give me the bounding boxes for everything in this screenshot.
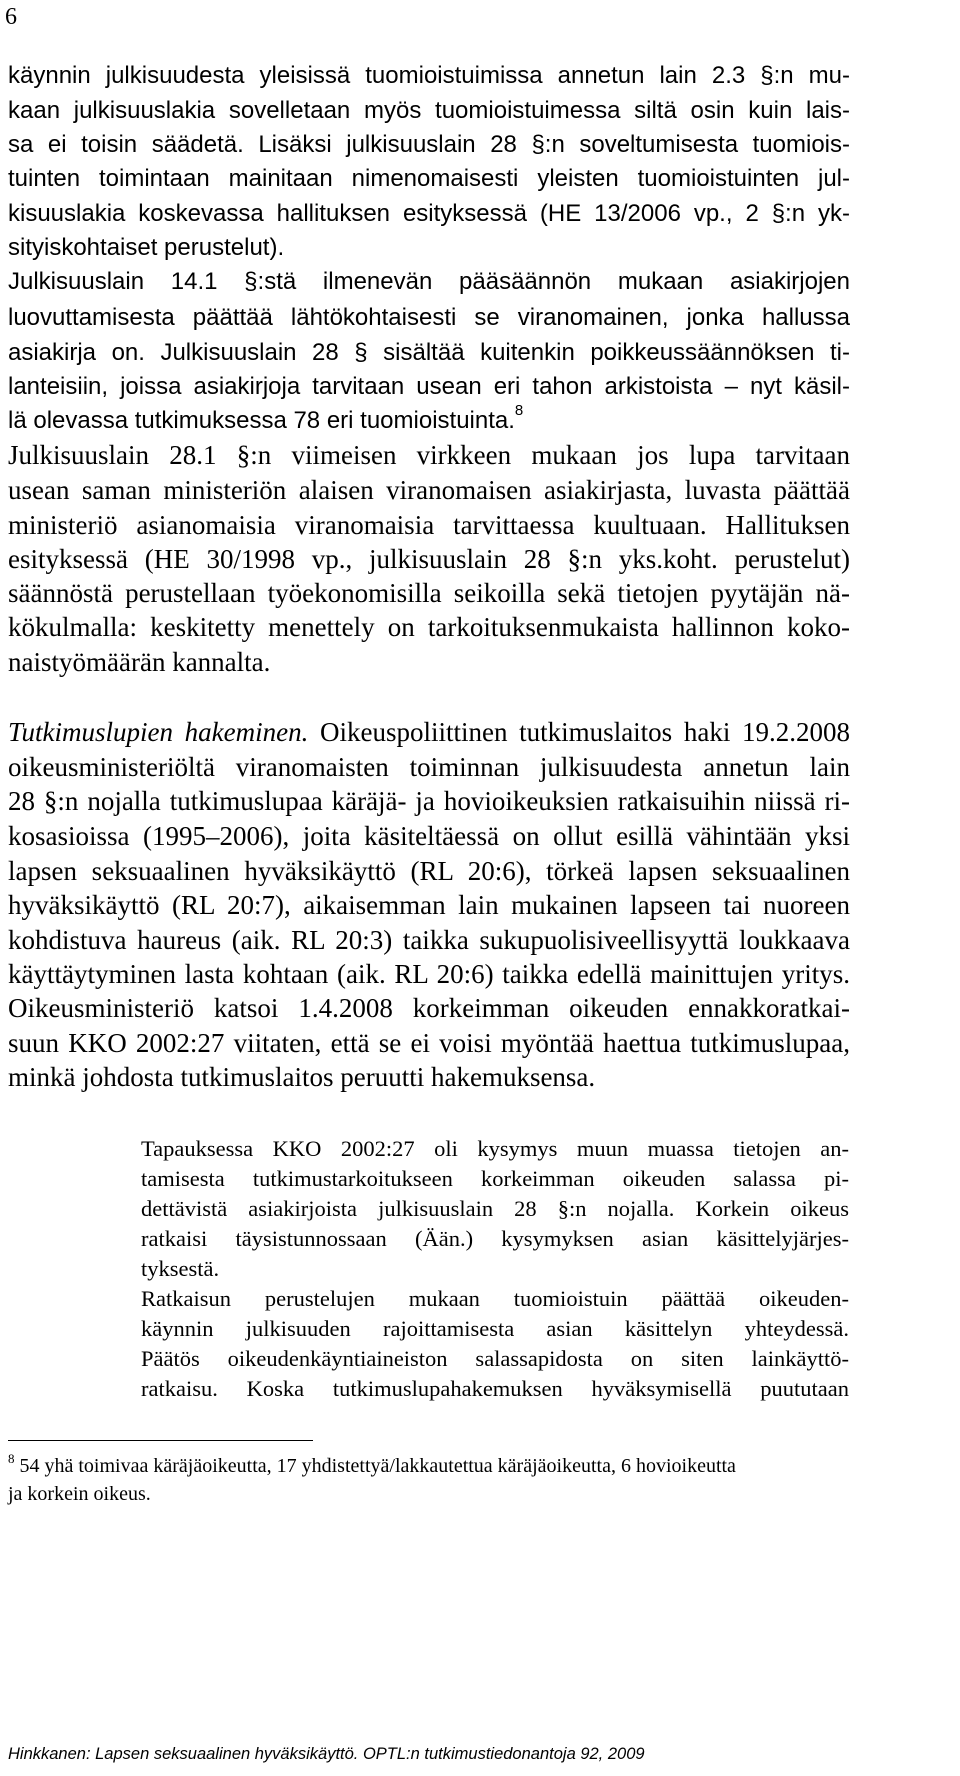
body-line [8,991,850,1025]
body-text-run: oikeusministeriöltä viranomaisten toiminnan julkisuudesta annetun lain [8,752,850,782]
body-text-run: tuinten toimintaan mainitaan nimenomaisesti yleisten tuomioistuinten jul- [8,165,850,192]
body-line [8,94,850,128]
body-line [8,542,850,576]
body-text-run: säännöstä perustellaan työekonomisilla seikoilla sekä tietojen pyytäjän nä- [8,578,850,608]
body-text-run: käyttäytyminen lasta kohtaan (aik. RL 20:6) taikka edellä mainittujen yritys. [8,959,850,989]
body-line [8,610,850,644]
page-footer: Hinkkanen: Lapsen seksuaalinen hyväksikäyttö. OPTL:n tutkimustiedonantoja 92, 2009 [8,1745,645,1763]
body-line [8,162,850,196]
footnote-reference: 8 [514,402,524,419]
body-text-run: asiakirja on. Julkisuuslain 28 § sisältää kuitenkin poikkeussäännöksen ti- [8,339,850,366]
body-text-run: lanteisiin, joissa asiakirjoja tarvitaan usean eri tahon arkistoista – nyt käsil- [8,373,850,400]
section-run-in-heading: Tutkimuslupien hakeminen. [8,717,309,747]
body-text-run: naistyömäärän kannalta. [8,647,271,677]
body-line [8,645,850,679]
body-line [8,473,850,507]
body-line [8,888,850,922]
body-line [8,784,850,818]
body-line [8,59,850,93]
body-text-run: ministeriö asianomaisia viranomaisia tarvittaessa kuultuaan. Hallituksen [8,510,850,540]
body-line [8,370,850,404]
body-text-run: Oikeuspoliittinen tutkimuslaitos haki 19.2.2008 [308,717,850,747]
body-text-run: esityksessä (HE 30/1998 vp., julkisuuslain 28 §:n yks.koht. perustelut) [8,544,850,574]
footnote-8-line-1 [8,1453,850,1479]
quote-line: tamisesta tutkimustarkoitukseen korkeimman oikeuden salassa pi- [141,1166,849,1191]
body-text-run: Julkisuuslain 14.1 §:stä ilmenevän pääsäännön mukaan asiakirjojen [8,268,850,295]
body-line [8,265,850,299]
body-text-run: minkä johdosta tutkimuslaitos peruutti hakemuksensa. [8,1062,596,1092]
body-line [8,957,850,991]
body-line [8,923,850,957]
body-line [8,854,850,888]
body-line [8,576,850,610]
page-number: 6 [5,4,17,30]
quote-line: Päätös oikeudenkäyntiaineiston salassapidosta on siten lainkäyttö- [141,1346,849,1371]
body-text-run: Julkisuuslain 28.1 §:n viimeisen virkkeen mukaan jos lupa tarvitaan [8,440,850,470]
body-text-run: usean saman ministeriön alaisen viranomaisen asiakirjasta, luvasta päättää [8,475,850,505]
body-text-run: luovuttamisesta päättää lähtökohtaisesti se viranomainen, jonka hallussa [8,304,850,331]
body-text-run: suun KKO 2002:27 viitaten, että se ei voisi myöntää haettua tutkimuslupaa, [8,1028,850,1058]
body-text-run: kökulmalla: keskitetty menettely on tarkoituksenmukaista hallinnon koko- [8,612,850,642]
body-line [8,336,850,370]
footnote-8-line-2: ja korkein oikeus. [8,1483,151,1505]
body-text-run: lä olevassa tutkimuksessa 78 eri tuomioistuinta. [8,407,515,434]
body-line [8,404,850,438]
body-line [8,1026,850,1060]
body-text-run: kosasioissa (1995–2006), joita käsiteltäessä on ollut esillä vähintään yksi [8,821,850,851]
body-text-run: sa ei toisin säädetä. Lisäksi julkisuuslain 28 §:n soveltumisesta tuomiois- [8,131,850,158]
quote-line: käynnin julkisuuden rajoittamisesta asian käsittelyn yhteydessä. [141,1316,849,1341]
body-line [8,508,850,542]
body-line [8,301,850,335]
quote-line: Ratkaisun perustelujen mukaan tuomioistuin päättää oikeuden- [141,1286,849,1311]
body-text-run: kaan julkisuuslakia sovelletaan myös tuomioistuimessa siltä osin kuin lais- [8,97,850,124]
body-text-run: Oikeusministeriö katsoi 1.4.2008 korkeimman oikeuden ennakkoratkai- [8,993,850,1023]
body-text-run: kohdistuva haureus (aik. RL 20:3) taikka sukupuolisiveellisyyttä loukkaava [8,925,850,955]
body-line [8,715,850,749]
body-text-run: 28 §:n nojalla tutkimuslupaa käräjä- ja hovioikeuksien ratkaisuihin niissä ri- [8,786,850,816]
body-text-run: kisuuslakia koskevassa hallituksen esityksessä (HE 13/2006 vp., 2 §:n yk- [8,200,850,227]
footnote-marker: 8 [8,1451,15,1466]
body-text-run: hyväksikäyttö (RL 20:7), aikaisemman lain mukainen lapseen tai nuoreen [8,890,850,920]
body-line [8,128,850,162]
quote-line: Tapauksessa KKO 2002:27 oli kysymys muun muassa tietojen an- [141,1136,849,1161]
quote-line: tyksestä. [141,1256,220,1281]
body-line [8,438,850,472]
quote-line: ratkaisi täysistunnossaan (Ään.) kysymyksen asian käsittelyjärjes- [141,1226,849,1251]
body-line [8,231,850,265]
footnote-text: 54 yhä toimivaa käräjäoikeutta, 17 yhdistettyä/lakkautettua käräjäoikeutta, 6 hovioikeutta [14,1455,736,1477]
quote-line: ratkaisu. Koska tutkimuslupahakemuksen hyväksymisellä puututaan [141,1376,849,1401]
body-text-run: käynnin julkisuudesta yleisissä tuomioistuimissa annetun lain 2.3 §:n mu- [8,62,850,89]
body-line [8,750,850,784]
body-line [8,819,850,853]
body-line [8,1060,850,1094]
quote-line: dettävistä asiakirjoista julkisuuslain 28 §:n nojalla. Korkein oikeus [141,1196,849,1221]
body-text-run: sityiskohtaiset perustelut). [8,234,285,261]
footnote-separator [8,1440,313,1441]
body-text-run: lapsen seksuaalinen hyväksikäyttö (RL 20:6), törkeä lapsen seksuaalinen [8,856,850,886]
body-line [8,197,850,231]
